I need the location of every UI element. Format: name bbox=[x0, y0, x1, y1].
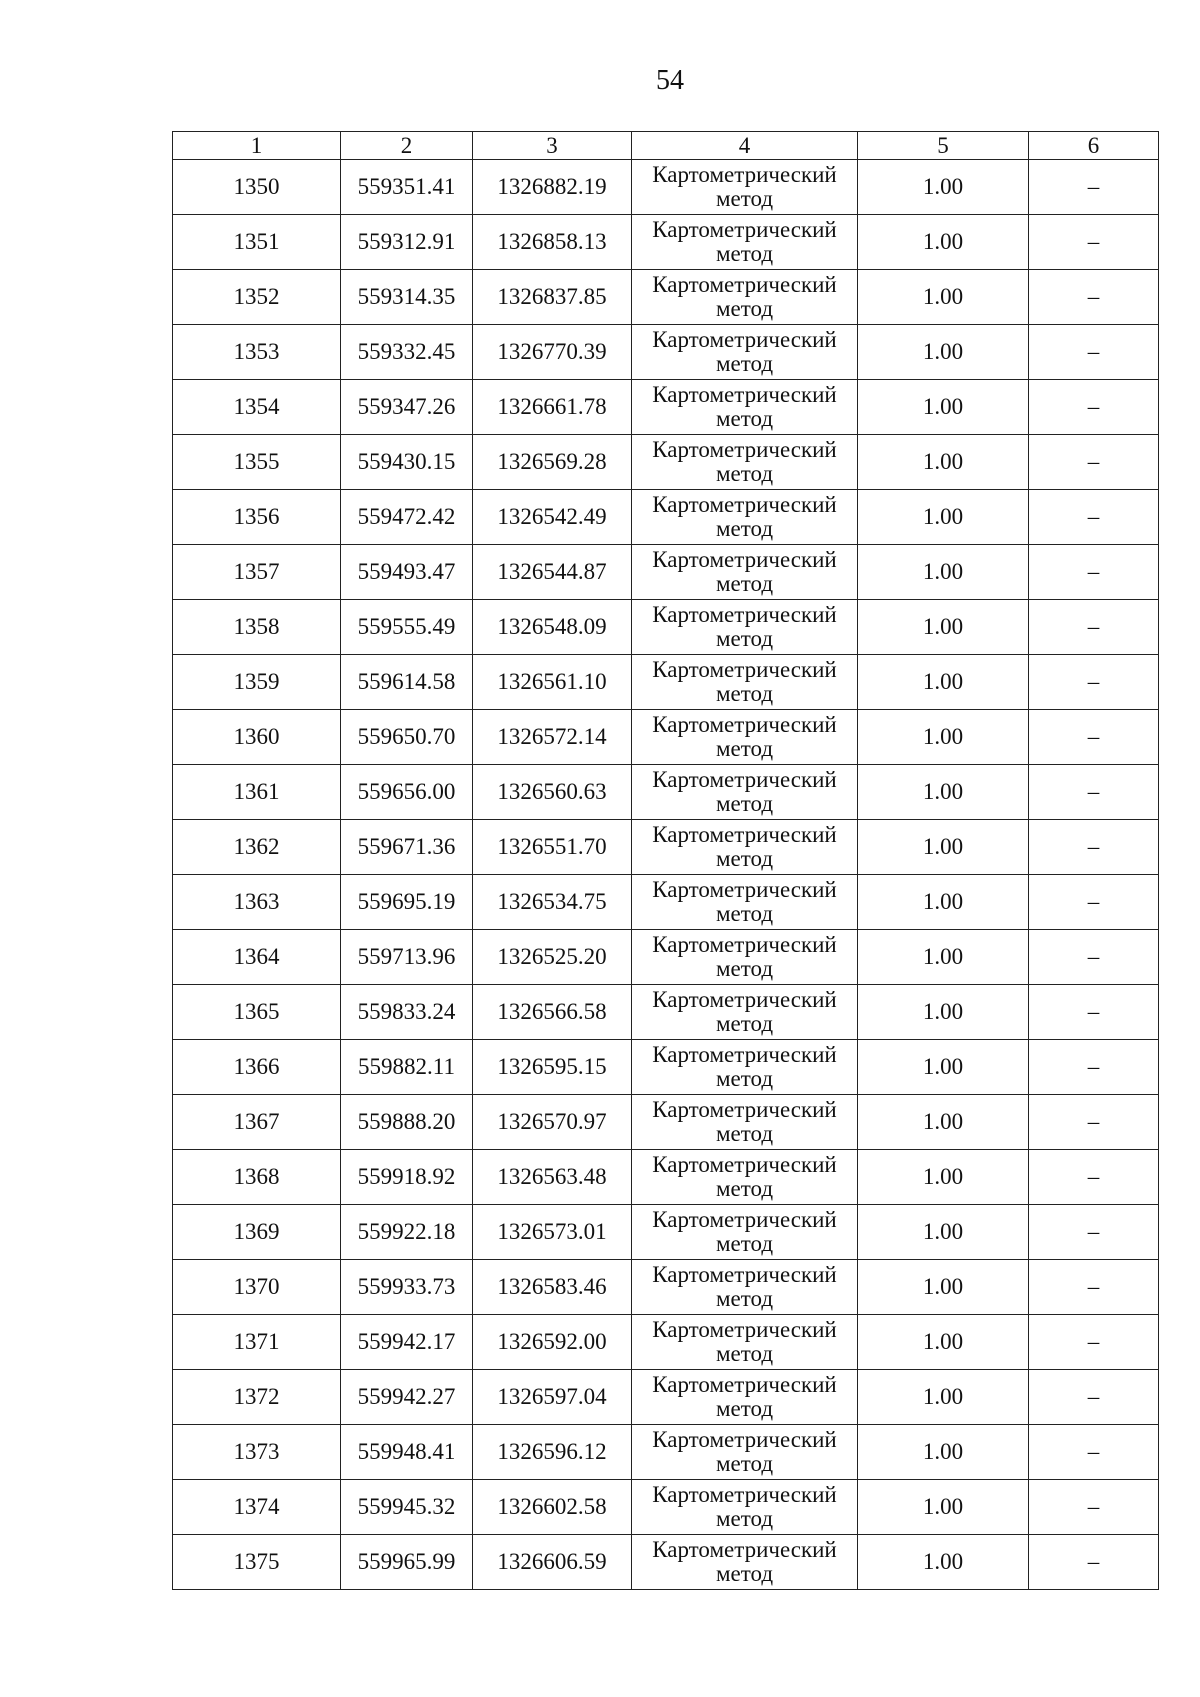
method-text-line1: Картометрический bbox=[652, 1372, 837, 1397]
x-coordinate-cell: 559671.36 bbox=[341, 820, 473, 875]
method-cell bbox=[632, 380, 858, 435]
note-cell: – bbox=[1029, 930, 1159, 985]
method-cell bbox=[632, 1205, 858, 1260]
method-text-line1: Картометрический bbox=[652, 1262, 837, 1287]
method-text-line2: метод bbox=[715, 846, 774, 871]
y-coordinate-cell: 1326525.20 bbox=[473, 930, 632, 985]
point-cell: 1355 bbox=[173, 435, 341, 490]
method-text-line2: метод bbox=[715, 461, 774, 486]
y-coordinate-cell: 1326882.19 bbox=[473, 160, 632, 215]
x-coordinate-cell: 559933.73 bbox=[341, 1260, 473, 1315]
method-cell bbox=[632, 435, 858, 490]
point-cell: 1368 bbox=[173, 1150, 341, 1205]
method-text-line2: метод bbox=[715, 296, 774, 321]
x-coordinate-cell: 559650.70 bbox=[341, 710, 473, 765]
x-coordinate-cell: 559347.26 bbox=[341, 380, 473, 435]
point-cell: 1354 bbox=[173, 380, 341, 435]
x-coordinate-cell: 559948.41 bbox=[341, 1425, 473, 1480]
column-header: 2 bbox=[341, 132, 473, 160]
accuracy-cell: 1.00 bbox=[858, 215, 1029, 270]
x-coordinate-cell: 559922.18 bbox=[341, 1205, 473, 1260]
column-header: 3 bbox=[473, 132, 632, 160]
method-text-line1: Картометрический bbox=[652, 1207, 837, 1232]
point-cell: 1357 bbox=[173, 545, 341, 600]
accuracy-cell: 1.00 bbox=[858, 765, 1029, 820]
table-row bbox=[173, 930, 1159, 985]
x-coordinate-cell: 559314.35 bbox=[341, 270, 473, 325]
y-coordinate-cell: 1326858.13 bbox=[473, 215, 632, 270]
note-cell: – bbox=[1029, 1480, 1159, 1535]
method-text-line1: Картометрический bbox=[652, 822, 837, 847]
y-coordinate-cell: 1326596.12 bbox=[473, 1425, 632, 1480]
point-cell: 1366 bbox=[173, 1040, 341, 1095]
method-text-line2: метод bbox=[715, 1341, 774, 1366]
note-cell: – bbox=[1029, 215, 1159, 270]
y-coordinate-cell: 1326595.15 bbox=[473, 1040, 632, 1095]
column-header: 6 bbox=[1029, 132, 1159, 160]
y-coordinate-cell: 1326542.49 bbox=[473, 490, 632, 545]
table-row bbox=[173, 655, 1159, 710]
y-coordinate-cell: 1326837.85 bbox=[473, 270, 632, 325]
note-cell: – bbox=[1029, 1260, 1159, 1315]
method-cell bbox=[632, 1095, 858, 1150]
table-row bbox=[173, 710, 1159, 765]
method-text-line1: Картометрический bbox=[652, 272, 837, 297]
accuracy-cell: 1.00 bbox=[858, 1150, 1029, 1205]
note-cell: – bbox=[1029, 600, 1159, 655]
table-row bbox=[173, 1095, 1159, 1150]
accuracy-cell: 1.00 bbox=[858, 1535, 1029, 1590]
table-row bbox=[173, 270, 1159, 325]
x-coordinate-cell: 559312.91 bbox=[341, 215, 473, 270]
point-cell: 1352 bbox=[173, 270, 341, 325]
method-text-line2: метод bbox=[715, 186, 774, 211]
accuracy-cell: 1.00 bbox=[858, 1205, 1029, 1260]
x-coordinate-cell: 559351.41 bbox=[341, 160, 473, 215]
note-cell: – bbox=[1029, 380, 1159, 435]
method-text-line1: Картометрический bbox=[652, 932, 837, 957]
table-body bbox=[173, 132, 1159, 1590]
note-cell: – bbox=[1029, 1535, 1159, 1590]
accuracy-cell: 1.00 bbox=[858, 325, 1029, 380]
accuracy-cell: 1.00 bbox=[858, 985, 1029, 1040]
y-coordinate-cell: 1326597.04 bbox=[473, 1370, 632, 1425]
column-header: 5 bbox=[858, 132, 1029, 160]
y-coordinate-cell: 1326560.63 bbox=[473, 765, 632, 820]
method-text-line1: Картометрический bbox=[652, 1042, 837, 1067]
table-row bbox=[173, 1150, 1159, 1205]
x-coordinate-cell: 559965.99 bbox=[341, 1535, 473, 1590]
y-coordinate-cell: 1326563.48 bbox=[473, 1150, 632, 1205]
note-cell: – bbox=[1029, 765, 1159, 820]
point-cell: 1360 bbox=[173, 710, 341, 765]
point-cell: 1372 bbox=[173, 1370, 341, 1425]
method-cell bbox=[632, 1425, 858, 1480]
point-cell: 1359 bbox=[173, 655, 341, 710]
method-cell bbox=[632, 490, 858, 545]
method-cell bbox=[632, 875, 858, 930]
method-text-line2: метод bbox=[715, 1396, 774, 1421]
x-coordinate-cell: 559493.47 bbox=[341, 545, 473, 600]
method-text-line1: Картометрический bbox=[652, 547, 837, 572]
method-text-line1: Картометрический bbox=[652, 1537, 837, 1562]
point-cell: 1367 bbox=[173, 1095, 341, 1150]
accuracy-cell: 1.00 bbox=[858, 710, 1029, 765]
x-coordinate-cell: 559713.96 bbox=[341, 930, 473, 985]
y-coordinate-cell: 1326570.97 bbox=[473, 1095, 632, 1150]
x-coordinate-cell: 559332.45 bbox=[341, 325, 473, 380]
y-coordinate-cell: 1326572.14 bbox=[473, 710, 632, 765]
method-text-line2: метод bbox=[715, 1286, 774, 1311]
table-row bbox=[173, 325, 1159, 380]
note-cell: – bbox=[1029, 490, 1159, 545]
point-cell: 1370 bbox=[173, 1260, 341, 1315]
accuracy-cell: 1.00 bbox=[858, 160, 1029, 215]
accuracy-cell: 1.00 bbox=[858, 1260, 1029, 1315]
point-cell: 1356 bbox=[173, 490, 341, 545]
y-coordinate-cell: 1326592.00 bbox=[473, 1315, 632, 1370]
method-cell bbox=[632, 325, 858, 380]
table-row bbox=[173, 1040, 1159, 1095]
method-cell bbox=[632, 655, 858, 710]
table-row bbox=[173, 1480, 1159, 1535]
accuracy-cell: 1.00 bbox=[858, 1425, 1029, 1480]
point-cell: 1351 bbox=[173, 215, 341, 270]
accuracy-cell: 1.00 bbox=[858, 930, 1029, 985]
table-row bbox=[173, 1370, 1159, 1425]
point-cell: 1365 bbox=[173, 985, 341, 1040]
method-text-line1: Картометрический bbox=[652, 1482, 837, 1507]
note-cell: – bbox=[1029, 1095, 1159, 1150]
point-cell: 1361 bbox=[173, 765, 341, 820]
page-number: 54 bbox=[656, 65, 684, 96]
x-coordinate-cell: 559888.20 bbox=[341, 1095, 473, 1150]
method-text-line2: метод bbox=[715, 736, 774, 761]
method-text-line1: Картометрический bbox=[652, 1427, 837, 1452]
accuracy-cell: 1.00 bbox=[858, 380, 1029, 435]
table-row bbox=[173, 490, 1159, 545]
method-text-line2: метод bbox=[715, 1506, 774, 1531]
y-coordinate-cell: 1326606.59 bbox=[473, 1535, 632, 1590]
method-text-line2: метод bbox=[715, 1176, 774, 1201]
method-cell bbox=[632, 270, 858, 325]
method-text-line2: метод bbox=[715, 901, 774, 926]
method-text-line1: Картометрический bbox=[652, 217, 837, 242]
method-text-line1: Картометрический bbox=[652, 712, 837, 737]
method-text-line2: метод bbox=[715, 571, 774, 596]
method-text-line1: Картометрический bbox=[652, 382, 837, 407]
method-text-line1: Картометрический bbox=[652, 877, 837, 902]
y-coordinate-cell: 1326534.75 bbox=[473, 875, 632, 930]
accuracy-cell: 1.00 bbox=[858, 1315, 1029, 1370]
point-cell: 1358 bbox=[173, 600, 341, 655]
x-coordinate-cell: 559918.92 bbox=[341, 1150, 473, 1205]
y-coordinate-cell: 1326661.78 bbox=[473, 380, 632, 435]
note-cell: – bbox=[1029, 1315, 1159, 1370]
method-cell bbox=[632, 1040, 858, 1095]
x-coordinate-cell: 559945.32 bbox=[341, 1480, 473, 1535]
method-text-line1: Картометрический bbox=[652, 767, 837, 792]
note-cell: – bbox=[1029, 435, 1159, 490]
note-cell: – bbox=[1029, 655, 1159, 710]
method-text-line2: метод bbox=[715, 681, 774, 706]
table-row bbox=[173, 600, 1159, 655]
y-coordinate-cell: 1326551.70 bbox=[473, 820, 632, 875]
table-row bbox=[173, 1535, 1159, 1590]
x-coordinate-cell: 559882.11 bbox=[341, 1040, 473, 1095]
y-coordinate-cell: 1326548.09 bbox=[473, 600, 632, 655]
accuracy-cell: 1.00 bbox=[858, 545, 1029, 600]
method-text-line1: Картометрический bbox=[652, 1317, 837, 1342]
method-text-line1: Картометрический bbox=[652, 437, 837, 462]
y-coordinate-cell: 1326602.58 bbox=[473, 1480, 632, 1535]
method-text-line2: метод bbox=[715, 1231, 774, 1256]
method-cell bbox=[632, 1535, 858, 1590]
table-header-row bbox=[173, 132, 1159, 160]
point-cell: 1363 bbox=[173, 875, 341, 930]
method-text-line2: метод bbox=[715, 406, 774, 431]
x-coordinate-cell: 559430.15 bbox=[341, 435, 473, 490]
table-row bbox=[173, 380, 1159, 435]
method-text-line2: метод bbox=[715, 1121, 774, 1146]
accuracy-cell: 1.00 bbox=[858, 875, 1029, 930]
y-coordinate-cell: 1326583.46 bbox=[473, 1260, 632, 1315]
note-cell: – bbox=[1029, 875, 1159, 930]
x-coordinate-cell: 559656.00 bbox=[341, 765, 473, 820]
point-cell: 1371 bbox=[173, 1315, 341, 1370]
method-text-line2: метод bbox=[715, 1011, 774, 1036]
x-coordinate-cell: 559555.49 bbox=[341, 600, 473, 655]
method-text-line2: метод bbox=[715, 1066, 774, 1091]
method-cell bbox=[632, 215, 858, 270]
y-coordinate-cell: 1326544.87 bbox=[473, 545, 632, 600]
method-text-line1: Картометрический bbox=[652, 602, 837, 627]
point-cell: 1350 bbox=[173, 160, 341, 215]
note-cell: – bbox=[1029, 1040, 1159, 1095]
point-cell: 1374 bbox=[173, 1480, 341, 1535]
method-text-line1: Картометрический bbox=[652, 1152, 837, 1177]
point-cell: 1369 bbox=[173, 1205, 341, 1260]
method-cell bbox=[632, 1315, 858, 1370]
accuracy-cell: 1.00 bbox=[858, 600, 1029, 655]
method-text-line2: метод bbox=[715, 791, 774, 816]
note-cell: – bbox=[1029, 1425, 1159, 1480]
table-row bbox=[173, 1425, 1159, 1480]
accuracy-cell: 1.00 bbox=[858, 270, 1029, 325]
table-row bbox=[173, 215, 1159, 270]
y-coordinate-cell: 1326566.58 bbox=[473, 985, 632, 1040]
x-coordinate-cell: 559942.27 bbox=[341, 1370, 473, 1425]
method-cell bbox=[632, 710, 858, 765]
table-row bbox=[173, 875, 1159, 930]
x-coordinate-cell: 559695.19 bbox=[341, 875, 473, 930]
method-text-line1: Картометрический bbox=[652, 987, 837, 1012]
table-row bbox=[173, 435, 1159, 490]
method-text-line2: метод bbox=[715, 351, 774, 376]
note-cell: – bbox=[1029, 1150, 1159, 1205]
accuracy-cell: 1.00 bbox=[858, 820, 1029, 875]
accuracy-cell: 1.00 bbox=[858, 1095, 1029, 1150]
y-coordinate-cell: 1326569.28 bbox=[473, 435, 632, 490]
method-text-line2: метод bbox=[715, 516, 774, 541]
note-cell: – bbox=[1029, 820, 1159, 875]
method-cell bbox=[632, 930, 858, 985]
point-cell: 1373 bbox=[173, 1425, 341, 1480]
note-cell: – bbox=[1029, 985, 1159, 1040]
point-cell: 1362 bbox=[173, 820, 341, 875]
method-cell bbox=[632, 545, 858, 600]
method-text-line2: метод bbox=[715, 956, 774, 981]
point-cell: 1375 bbox=[173, 1535, 341, 1590]
method-cell bbox=[632, 1260, 858, 1315]
table-row bbox=[173, 1260, 1159, 1315]
y-coordinate-cell: 1326561.10 bbox=[473, 655, 632, 710]
method-cell bbox=[632, 160, 858, 215]
table-row bbox=[173, 545, 1159, 600]
method-text-line2: метод bbox=[715, 1561, 774, 1586]
method-cell bbox=[632, 600, 858, 655]
x-coordinate-cell: 559833.24 bbox=[341, 985, 473, 1040]
point-cell: 1353 bbox=[173, 325, 341, 380]
method-text-line1: Картометрический bbox=[652, 162, 837, 187]
method-cell bbox=[632, 765, 858, 820]
method-cell bbox=[632, 820, 858, 875]
note-cell: – bbox=[1029, 1370, 1159, 1425]
note-cell: – bbox=[1029, 545, 1159, 600]
method-cell bbox=[632, 1370, 858, 1425]
accuracy-cell: 1.00 bbox=[858, 655, 1029, 710]
column-header: 4 bbox=[632, 132, 858, 160]
note-cell: – bbox=[1029, 710, 1159, 765]
method-text-line1: Картометрический bbox=[652, 1097, 837, 1122]
method-text-line2: метод bbox=[715, 1451, 774, 1476]
note-cell: – bbox=[1029, 160, 1159, 215]
point-cell: 1364 bbox=[173, 930, 341, 985]
table-row bbox=[173, 765, 1159, 820]
accuracy-cell: 1.00 bbox=[858, 1040, 1029, 1095]
note-cell: – bbox=[1029, 270, 1159, 325]
method-text-line1: Картометрический bbox=[652, 492, 837, 517]
y-coordinate-cell: 1326770.39 bbox=[473, 325, 632, 380]
coordinates-table bbox=[172, 131, 1159, 1590]
accuracy-cell: 1.00 bbox=[858, 1480, 1029, 1535]
method-text-line1: Картометрический bbox=[652, 327, 837, 352]
table-row bbox=[173, 1315, 1159, 1370]
table-row bbox=[173, 160, 1159, 215]
method-text-line2: метод bbox=[715, 626, 774, 651]
method-cell bbox=[632, 1480, 858, 1535]
column-header: 1 bbox=[173, 132, 341, 160]
method-text-line2: метод bbox=[715, 241, 774, 266]
note-cell: – bbox=[1029, 325, 1159, 380]
method-text-line1: Картометрический bbox=[652, 657, 837, 682]
x-coordinate-cell: 559472.42 bbox=[341, 490, 473, 545]
table-row bbox=[173, 820, 1159, 875]
method-cell bbox=[632, 1150, 858, 1205]
method-cell bbox=[632, 985, 858, 1040]
accuracy-cell: 1.00 bbox=[858, 435, 1029, 490]
accuracy-cell: 1.00 bbox=[858, 1370, 1029, 1425]
x-coordinate-cell: 559942.17 bbox=[341, 1315, 473, 1370]
y-coordinate-cell: 1326573.01 bbox=[473, 1205, 632, 1260]
x-coordinate-cell: 559614.58 bbox=[341, 655, 473, 710]
note-cell: – bbox=[1029, 1205, 1159, 1260]
table-row bbox=[173, 1205, 1159, 1260]
accuracy-cell: 1.00 bbox=[858, 490, 1029, 545]
table-row bbox=[173, 985, 1159, 1040]
